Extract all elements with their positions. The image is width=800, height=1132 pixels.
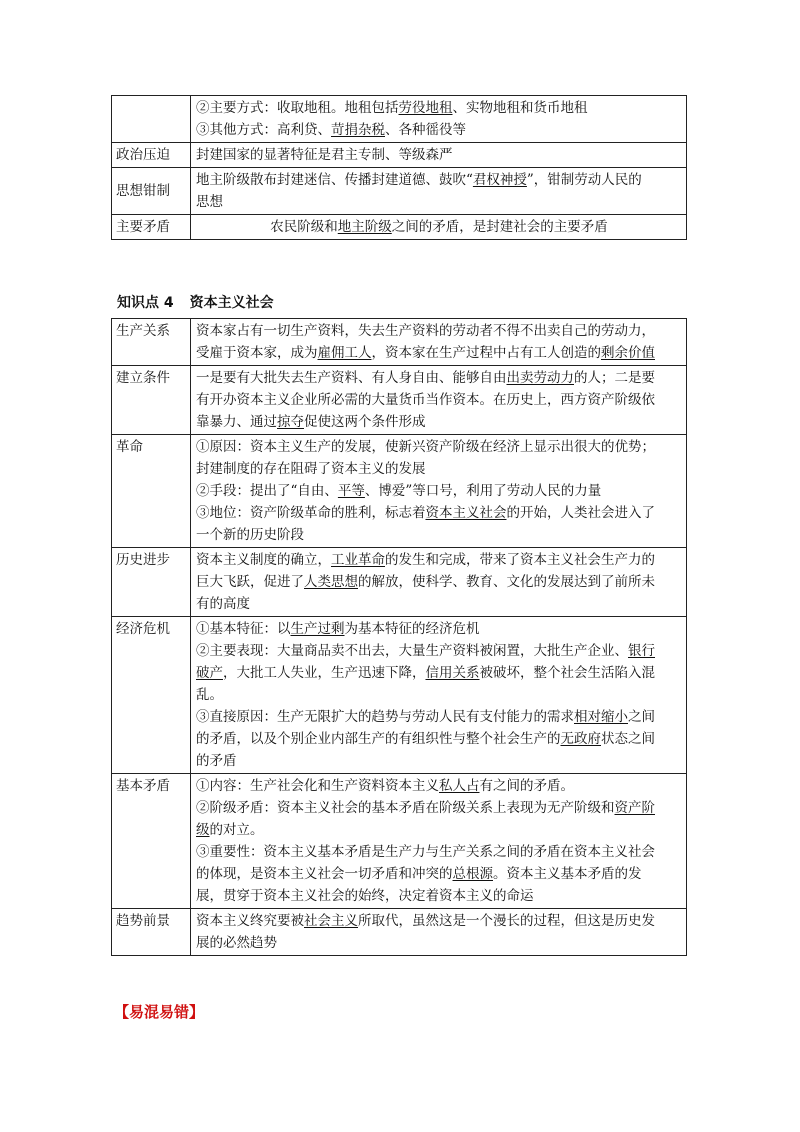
content-line: [196, 97, 682, 119]
content-line: [196, 367, 682, 389]
text-segment: 促使这两个条件形成: [304, 414, 426, 430]
text-segment: 的解放，使科学、教育、文化的发展达到了前所未: [358, 574, 655, 590]
text-segment: 展的必然趋势: [196, 935, 277, 951]
content-line: [196, 819, 682, 841]
content-line: [196, 320, 682, 342]
text-segment: ②主要表现：大量商品卖不出去，大量生产资料被闲置，大批生产企业、: [196, 643, 628, 659]
section-title: 资本主义社会: [189, 295, 274, 311]
text-segment: 、各种徭役等: [385, 122, 466, 138]
row-label-cell: [112, 366, 191, 435]
content-line: [196, 618, 682, 640]
row-label-cell: [112, 617, 191, 774]
table-row: [112, 215, 687, 240]
content-line: [196, 728, 682, 750]
row-content-cell: [191, 319, 687, 366]
row-label-cell: [112, 319, 191, 366]
text-segment: ①内容：生产社会化和生产资料资本主义: [196, 778, 439, 794]
text-segment: 之间的矛盾，是封建社会的主要矛盾: [391, 219, 608, 235]
content-line: [196, 436, 682, 458]
text-segment: 乱。: [196, 687, 223, 703]
content-line: [196, 684, 682, 706]
underlined-key-term: 平等: [337, 483, 365, 499]
text-segment: 资本主义制度的确立，: [196, 552, 331, 568]
text-segment: ③地位：资产阶级革命的胜利，标志着: [196, 505, 426, 521]
text-segment: ②手段：提出了“自由、: [196, 483, 338, 499]
text-segment: 巨大飞跃，促进了: [196, 574, 304, 590]
text-segment: 受雇于资本家，成为: [196, 345, 318, 361]
table-row: [112, 774, 687, 909]
content-line: [196, 191, 682, 213]
row-content-cell: [191, 366, 687, 435]
text-segment: 有之间的矛盾。: [479, 778, 574, 794]
text-segment: 有的高度: [196, 596, 250, 612]
text-segment: 的发生和完成，带来了资本主义社会生产力的: [385, 552, 655, 568]
text-segment: 的体现，是资本主义社会一切矛盾和冲突的: [196, 866, 453, 882]
text-segment: 的矛盾，以及个别企业内部生产的有组织性与整个社会生产的: [196, 731, 561, 747]
row-content-cell: [191, 774, 687, 909]
underlined-key-term: 资本主义社会: [425, 505, 507, 521]
row-label-cell: [112, 435, 191, 548]
content-line: [196, 750, 682, 772]
text-segment: 思想: [196, 194, 223, 210]
table-body: [112, 96, 687, 240]
text-segment: 被破坏，整个社会生活陷入混: [479, 665, 655, 681]
underlined-key-term: 掠夺: [277, 414, 304, 430]
content-line: [196, 706, 682, 728]
content-line: [196, 119, 682, 141]
row-label: 革命: [116, 439, 143, 455]
row-label: 生产关系: [116, 323, 170, 339]
content-line: [196, 502, 682, 524]
content-line: [196, 524, 682, 546]
text-segment: 所取代，虽然这是一个漫长的过程，但这是历史发: [358, 913, 655, 929]
table-row: [112, 617, 687, 774]
table-row: [112, 319, 687, 366]
table-row: [112, 435, 687, 548]
text-segment: 封建制度的存在阻碍了资本主义的发展: [196, 461, 426, 477]
text-segment: 靠暴力、通过: [196, 414, 277, 430]
content-line: [196, 775, 682, 797]
underlined-key-term: 相对缩小: [574, 709, 628, 725]
row-label: 建立条件: [116, 370, 170, 386]
table-body: [112, 319, 687, 956]
text-segment: 为基本特征的经济危机: [344, 621, 480, 637]
content-line: [196, 144, 682, 166]
row-content-cell: [191, 143, 687, 168]
text-segment: 封建国家的显著特征是君主专制、等级森严: [196, 147, 453, 163]
text-segment: 的矛盾: [196, 753, 237, 769]
table-row: [112, 168, 687, 215]
content-line: [196, 593, 682, 615]
row-label: 思想钳制: [116, 183, 170, 199]
feudal-society-table: [111, 95, 687, 240]
row-content-cell: [191, 168, 687, 215]
table-row: [112, 909, 687, 956]
row-label: 政治压迫: [116, 147, 170, 163]
underlined-key-term: 总根源: [452, 866, 493, 882]
text-segment: 资本家占有一切生产资料，失去生产资料的劳动者不得不出卖自己的劳动力，: [196, 323, 655, 339]
text-segment: ②主要方式：收取地租。地租包括: [196, 100, 399, 116]
row-label: 主要矛盾: [116, 219, 170, 235]
text-segment: ，资本家在生产过程中占有工人创造的: [371, 345, 601, 361]
text-segment: ②阶级矛盾：资本主义社会的基本矛盾在阶级关系上表现为无产阶级和: [196, 800, 615, 816]
row-label: 基本矛盾: [116, 778, 170, 794]
text-segment: 的开始，人类社会进入了: [506, 505, 655, 521]
underlined-key-term: 私人占: [439, 778, 480, 794]
text-segment: 的对立。: [209, 822, 264, 838]
text-segment: 的人；二是要: [574, 370, 655, 386]
capitalist-society-table: [111, 318, 687, 956]
underlined-key-term: 地主阶级: [337, 219, 392, 235]
row-label-cell: [112, 215, 191, 240]
row-label-cell: [112, 909, 191, 956]
row-label-cell: [112, 96, 191, 143]
content-line: [196, 389, 682, 411]
row-label-cell: [112, 548, 191, 617]
underlined-key-term: 破产: [196, 665, 223, 681]
text-segment: ，大批工人失业，生产迅速下降，: [223, 665, 426, 681]
table-row: [112, 143, 687, 168]
text-segment: ①基本特征：以: [196, 621, 291, 637]
text-segment: 、实物地租和货币地租: [452, 100, 588, 116]
content-line: [196, 932, 682, 954]
text-segment: 农民阶级和: [270, 219, 338, 235]
text-segment: 状态之间: [601, 731, 655, 747]
underlined-key-term: 级: [196, 822, 210, 838]
content-line: [196, 910, 682, 932]
confusion-points-heading: 【易混易错】: [114, 1003, 205, 1021]
content-line: [196, 169, 682, 191]
underlined-key-term: 生产过剩: [290, 621, 345, 637]
text-segment: ①原因：资本主义生产的发展，使新兴资产阶级在经济上显示出很大的优势；: [196, 439, 655, 455]
underlined-key-term: 剩余价值: [601, 345, 655, 361]
row-label-cell: [112, 168, 191, 215]
row-label: 趋势前景: [116, 913, 170, 929]
text-segment: 、博爱”等口号，利用了劳动人民的力量: [364, 483, 602, 499]
content-line: [196, 342, 682, 364]
row-content-cell: [191, 548, 687, 617]
row-label: 历史进步: [116, 552, 170, 568]
row-content-cell: [191, 909, 687, 956]
text-segment: 一是要有大批失去生产资料、有人身自由、能够自由: [196, 370, 507, 386]
text-segment: 资本主义终究要被: [196, 913, 304, 929]
underlined-key-term: 无政府: [560, 731, 601, 747]
underlined-key-term: 苛捐杂税: [331, 122, 385, 138]
table-row: [112, 548, 687, 617]
underlined-key-term: 出卖劳动力: [506, 370, 574, 386]
content-line: [196, 885, 682, 907]
underlined-key-term: 雇佣工人: [317, 345, 372, 361]
section-number: 知识点 4: [117, 295, 174, 311]
underlined-key-term: 信用关系: [425, 665, 480, 681]
content-line: [196, 480, 682, 502]
text-segment: ③其他方式：高利贷、: [196, 122, 331, 138]
row-label-cell: [112, 774, 191, 909]
content-line: [196, 863, 682, 885]
underlined-key-term: 资产阶: [614, 800, 655, 816]
text-segment: 一个新的历史阶段: [196, 527, 304, 543]
section-heading: [117, 292, 274, 312]
text-segment: ③直接原因：生产无限扩大的趋势与劳动人民有支付能力的需求: [196, 709, 574, 725]
content-line: [196, 549, 682, 571]
text-segment: 有开办资本主义企业所必需的大量货币当作资本。在历史上，西方资产阶级依: [196, 392, 655, 408]
text-segment: 地主阶级散布封建迷信、传播封建道德、鼓吹“: [196, 172, 473, 188]
content-line: [196, 640, 682, 662]
content-line: [196, 841, 682, 863]
underlined-key-term: 人类思想: [304, 574, 358, 590]
row-content-cell: [191, 617, 687, 774]
row-content-cell: [191, 435, 687, 548]
table-row: [112, 366, 687, 435]
text-segment: 。资本主义基本矛盾的发: [493, 866, 642, 882]
content-line: [196, 662, 682, 684]
content-line: [196, 797, 682, 819]
underlined-key-term: 社会主义: [304, 913, 358, 929]
underlined-key-term: 君权神授: [472, 172, 527, 188]
text-segment: ”，钳制劳动人民的: [526, 172, 642, 188]
row-label-cell: [112, 143, 191, 168]
content-line: [196, 458, 682, 480]
text-segment: 展，贯穿于资本主义社会的始终，决定着资本主义的命运: [196, 888, 534, 904]
table-row: [112, 96, 687, 143]
underlined-key-term: 工业革命: [331, 552, 385, 568]
text-segment: 之间: [628, 709, 655, 725]
text-segment: ③重要性：资本主义基本矛盾是生产力与生产关系之间的矛盾在资本主义社会: [196, 844, 655, 860]
underlined-key-term: 劳役地租: [398, 100, 453, 116]
row-content-cell: [191, 96, 687, 143]
row-content-cell: [191, 215, 687, 240]
content-line: [196, 411, 682, 433]
content-line: [196, 216, 682, 238]
content-line: [196, 571, 682, 593]
row-label: 经济危机: [116, 621, 170, 637]
underlined-key-term: 银行: [628, 643, 655, 659]
